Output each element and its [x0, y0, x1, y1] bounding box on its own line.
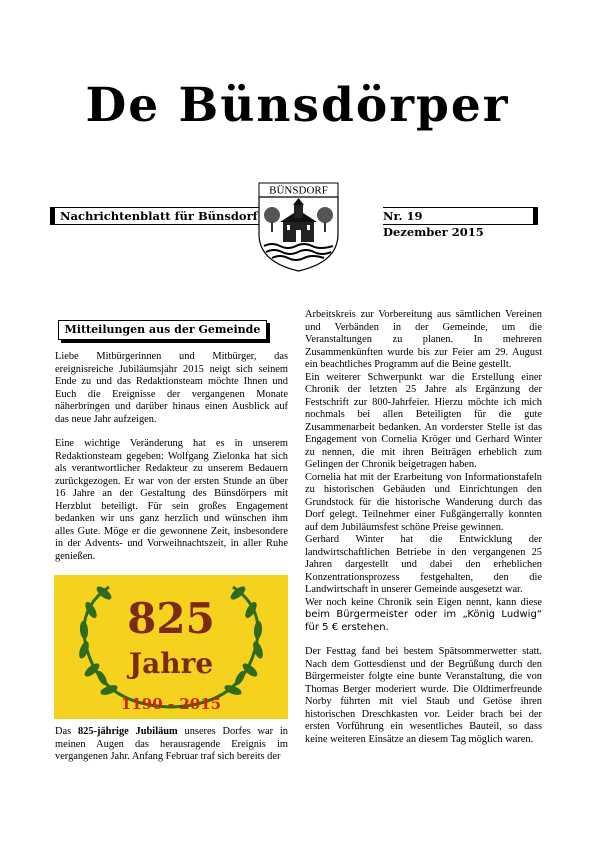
jubilee-word: Jahre: [128, 647, 214, 680]
bold-text-run: 825-jährige Jubiläum: [77, 726, 178, 737]
text-run: Wer noch keine Chronik sein Eigen nennt, kann diese: [305, 596, 542, 608]
church-coat-of-arms-icon: [258, 182, 339, 272]
paragraph: [305, 597, 542, 635]
column-right-text: [305, 309, 542, 758]
publication-subtitle: Nachrichtenblatt für Bünsdorf: [50, 207, 260, 225]
masthead-title: De Bünsdörper: [85, 78, 510, 133]
paragraph: Eine wichtige Veränderung hat es in unserem Redaktionsteam gegeben: Wolfgang Zielonka hat sich als verantwortlicher Redakteur zu unserem Bedauern zurückgezogen. Er war von der ersten Stunde an über 16 Jahre an der Gestaltung des Bünsdörpers mit Herzblut beteiligt. Für sein großes Engagement bedanken wir uns ganz herzlich und wünschen ihm alles Gute. Möge er die gewonnene Zeit, insbesondere in der Advents- und Vorweihnachtszeit, in aller Ruhe genießen.: [55, 438, 288, 562]
paragraph: Ein weiterer Schwerpunkt war die Erstellung einer Chronik der letzten 25 Jahre als Ergänzung der Festschrift zur 800-Jahrfeier. Hierzu möchte ich mich nochmals bei allen Beteiligten für die gute Zusammenarbeit bedanken. An vorderster Stelle ist das Engagement von Cornelia Kröger und Gerhard Winter zu nennen, die mit ihren Beiträgen erheblich zum Gelingen der Chronik beigetragen haben.: [305, 371, 542, 470]
section-heading: Mitteilungen aus der Gemeinde: [58, 320, 267, 340]
paragraph: Cornelia hat mit der Erarbeitung von Informationstafeln zu historischen Gebäuden und Einrichtungen den Grundstock für die historische Wanderung durch das Dorf gelegt. Teilnehmer einer Fußgängerrally konnten auf dem Jubiläumsfest schöne Preise gewinnen.: [305, 471, 542, 533]
jubilee-number: 825: [127, 594, 215, 643]
text-run: unseres Dorfes war in meinen Augen das herausragende Ereignis im vergangenen Jahr. Anfang Februar traf sich bereits der: [55, 726, 288, 762]
issue-number: Nr. 19: [383, 209, 423, 223]
issue-date: Dezember 2015: [383, 225, 484, 239]
jubilee-825-image: [54, 575, 288, 719]
text-run: Das: [55, 726, 78, 737]
paragraph: Gerhard Winter hat die Entwicklung der landwirtschaftlichen Betriebe in den vergangenen 25 Jahren dargestellt und dabei den erheblichen Konzentrationsprozess festgehalten, den die Landwirtschaft in unserer Gemeinde ausgesetzt war.: [305, 534, 542, 595]
handwritten-text-run: beim Bürgermeister oder im „König Ludwig“ für 5 € erstehen.: [305, 609, 542, 633]
column-left-text: [55, 351, 288, 575]
paragraph: Arbeitskreis zur Vorbereitung aus sämtlichen Vereinen und Verbänden in der Gemeinde, um die Veranstaltungen zu planen. In mehreren Zusammenkünften wurde bis zur Feier am 29. August ein beachtliches Programm auf die Beine gestellt.: [305, 309, 542, 370]
paragraph: Der Festtag fand bei bestem Spätsommerwetter statt. Nach dem Gottesdienst und der Begrüßung durch den Bürgermeister folgte eine bunte Veranstaltung, die von Thomas Berger moderiert wurde. Die Oldtimerfreunde Norby führten mit viel Staub und Getöse ihren historischen Dreschkasten vor. Leider brach bei der ersten Vorführung ein wesentliches Bauteil, so dass keine weiteren Einsätze an diesem Tag möglich waren.: [305, 646, 542, 745]
column-left-bottom-text: [55, 726, 288, 764]
coat-label: BÜNSDORF: [269, 184, 328, 197]
paragraph: Liebe Mitbürgerinnen und Mitbürger, das ereignisreiche Jubiläumsjahr 2015 neigt sich seinem Ende zu und das Redaktionsteam möchte Ihnen und Euch die Ereignisse der vergangenen Monate näherbringen und darüber hinaus einen Ausblick auf das neue Jahr aufzeigen.: [55, 351, 288, 425]
issue-info: [383, 207, 538, 239]
jubilee-years: 1190 - 2015: [120, 695, 222, 713]
